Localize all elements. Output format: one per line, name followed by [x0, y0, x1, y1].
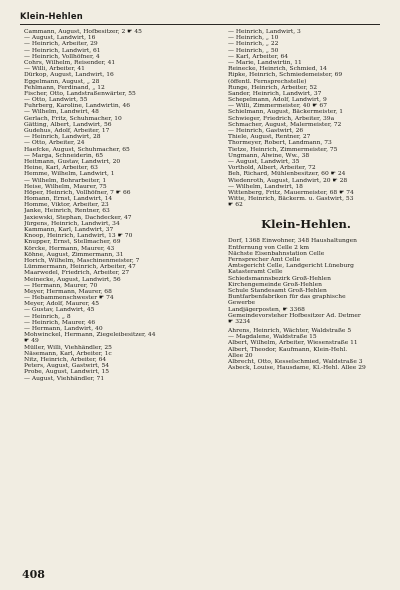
directory-entry: Thormeyer, Robert, Landmann, 73	[228, 140, 332, 147]
village-info-line: Buntfarbenfabriken für das graphische	[228, 294, 346, 301]
directory-entry: Vorthold, Albert, Arbeiter, 72	[228, 165, 316, 172]
right-column	[228, 29, 384, 371]
directory-entry: Heitmann, Gustav, Landwirt, 20	[24, 158, 121, 165]
directory-entry: — Heinrich, „ 50	[228, 47, 279, 54]
directory-entry: Knoop, Heinrich, Landwirt, 13 ☛ 70	[24, 233, 133, 240]
directory-entry: — Hermann, Landwirt, 40	[24, 326, 103, 332]
directory-entry: — Wilhelm, Landwirt, 48	[24, 109, 99, 116]
village-info-line: — Magdalene, Waldstraße 15	[228, 334, 317, 341]
directory-entry: — Otto, Landwirt, 55	[24, 97, 88, 104]
village-info-line: ☛ 3234	[228, 318, 251, 325]
directory-entry: Haefcke, August, Schuhmacher, 65	[24, 146, 130, 153]
directory-entry: — Marga, Schneiderin, 65	[24, 152, 104, 159]
village-info-line: Allee 20	[228, 352, 253, 359]
directory-entry: Fischer, Otto, Landstraßenwärter, 55	[24, 90, 136, 97]
directory-entry: Meinecke, August, Landwirt, 56	[24, 276, 121, 283]
directory-entry: ☛ 49	[24, 338, 39, 345]
directory-entry: Lümmermann, Heinrich, Arbeiter, 47	[24, 264, 136, 271]
section-title: Klein-Hehlen.	[261, 217, 351, 232]
right-column-bottom	[228, 238, 384, 371]
village-info-line: Dorf, 1368 Einwohner, 348 Haushaltungen	[228, 238, 358, 245]
directory-entry: — Heinrich, „ 22	[228, 41, 279, 48]
directory-entry: — Karl, Arbeiter, 64	[228, 53, 289, 60]
directory-entry: Köhne, August, Zimmermann, 31	[24, 251, 124, 258]
directory-entry: Heise, Wilhelm, Maurer, 75	[24, 183, 107, 190]
village-info-line: Albrecht, Otto, Kesselschmied, Waldstraße 3	[228, 359, 363, 365]
directory-entry: Meyer, Hermann, Maurer, 68	[24, 288, 112, 295]
directory-entry: — Heinrich, Arbeiter, 29	[24, 41, 98, 48]
directory-entry: Cohrs, Wilhelm, Reisender, 41	[24, 59, 116, 66]
directory-entry: Näsemann, Karl, Arbeiter, 1c	[24, 350, 112, 357]
directory-entry: Fuhrberg, Karoline, Landwirtin, 46	[24, 103, 130, 110]
directory-entry: — Heinrich, „ 8	[24, 313, 71, 320]
directory-entry: Hemme, Wilhelm, Landwirt, 1	[24, 171, 115, 178]
directory-entry: Wittenberg, Fritz, Mauermeister, 68 ☛ 74	[228, 189, 354, 196]
directory-entry: Peters, August, Gastwirt, 54	[24, 363, 109, 370]
village-info-line: Nächste Eisenbahnstation Celle	[228, 250, 325, 257]
directory-entry: — August, Landwirt, 35	[228, 158, 300, 165]
directory-entry: Schielmann, August, Bäckermeister, 1	[228, 109, 343, 116]
right-column-top	[228, 29, 384, 208]
directory-entry: — Hermann, Maurer, 70	[24, 282, 98, 289]
directory-entry: — Heinrich, Gastwirt, 26	[228, 128, 304, 134]
village-info-line: Gemeindevorsteher Hofbesitzer Ad. Detmer	[228, 312, 361, 319]
village-info-line: Kirchengemeinde Groß-Hehlen	[228, 281, 322, 288]
directory-entry: — August, Viehhändler, 71	[24, 375, 105, 382]
directory-entry: — Heinrich, Maurer, 46	[24, 319, 96, 326]
directory-entry: Wiedenroth, August, Landwirt, 20 ☛ 28	[228, 177, 348, 184]
village-info-line: Schule Standesamt Groß-Hehlen	[228, 287, 327, 294]
directory-entry: — Otto, Arbeiter, 24	[24, 140, 85, 147]
village-info-line: Albert, Theodor, Kaufmann, Klein-Hehl.	[228, 346, 348, 353]
directory-entry: — Wilhelm, Bohrarbeiter, 1	[24, 177, 107, 184]
header-title: Klein-Hehlen	[20, 11, 83, 21]
directory-entry: Runge, Heinrich, Arbeiter, 52	[228, 84, 318, 91]
directory-entry: — Willi, Zimmermeister, 40 ☛ 67	[228, 103, 327, 110]
directory-entry: Jaxiewski, Stephan, Dachdecker, 47	[24, 214, 132, 221]
directory-entry: — Hebammenschwester ☛ 74	[24, 295, 114, 302]
page-header	[20, 10, 380, 25]
directory-entry: Ungmann, Alwine, Ww., 38	[228, 152, 310, 159]
village-info-line: Ahrens, Heinrich, Wächter, Waldstraße 5	[228, 328, 352, 335]
directory-entry: — Heinrich, Landwirt, 61	[24, 47, 101, 54]
directory-entry: — Heinrich, „ 10	[228, 35, 279, 42]
directory-entry: — Wilhelm, Landwirt, 18	[228, 183, 303, 190]
directory-entry: Thiele, August, Rentner, 27	[228, 134, 311, 141]
directory-entry: Knupper, Ernst, Stellmacher, 69	[24, 239, 121, 246]
village-info-line: Landjägerposten, ☛ 3368	[228, 306, 305, 313]
directory-entry: Heine, Karl, Arbeiter, 63	[24, 165, 98, 172]
directory-entry: Janke, Heinrich, Rentner, 63	[24, 208, 110, 215]
directory-entry: — Marie, Landwirtin, 11	[228, 59, 302, 66]
directory-entry: — August, Landwirt, 16	[24, 35, 96, 42]
directory-entry: Körcke, Hermann, Maurer, 43	[24, 245, 115, 252]
directory-entry: Kammann, Karl, Landwirt, 37	[24, 227, 114, 233]
directory-entry: Beh, Richard, Mühlenbesitzer, 60 ☛ 24	[228, 171, 346, 178]
directory-entry: Schepelmann, Adolf, Landwirt, 9	[228, 97, 327, 104]
directory-entry: Cammann, August, Hofbesitzer, 2 ☛ 45	[24, 29, 142, 35]
village-info-line: Fernsprecher Amt Celle	[228, 257, 301, 263]
village-info-line: Gewerbe	[228, 300, 256, 307]
directory-entry: Tietze, Heinrich, Zimmermeister, 75	[228, 146, 338, 153]
directory-entry: Homann, Ernst, Landwirt, 14	[24, 196, 113, 203]
directory-entry: Jürgens, Heinrich, Landwirt, 34	[24, 220, 120, 227]
directory-entry: (öffentl. Fernsprechstelle)	[228, 78, 307, 85]
directory-entry: Eggelmann, August, „ 28	[24, 78, 100, 85]
directory-entry: Fehlmann, Ferdinand, „ 12	[24, 84, 105, 91]
village-info-line: Entfernung von Celle 2 km	[228, 244, 310, 251]
page-number: 408	[22, 568, 45, 581]
directory-entry: Gerlach, Fritz, Schuhmacher, 10	[24, 115, 122, 122]
directory-entry: — Heinrich, Landwirt, 3	[228, 29, 301, 35]
directory-entry: Meyer, Adolf, Maurer, 45	[24, 301, 100, 308]
village-info-line: Schiedsmannsbezirk Groß-Hehlen	[228, 275, 331, 282]
village-info-line: Katasteramt Celle	[228, 269, 283, 276]
directory-entry: Horich, Wilhelm, Maschinenmeister, 7	[24, 257, 140, 264]
directory-entry: Ripke, Heinrich, Schmiedemeister, 69	[228, 72, 343, 79]
directory-entry: Müller, Willi, Viehhändler, 25	[24, 344, 112, 351]
directory-entry: Mohwinckel, Hermann, Ziegeleibesitzer, 44	[24, 332, 156, 339]
directory-entry: Nitz, Heinrich, Arbeiter, 64	[24, 356, 107, 363]
directory-entry: Höper, Heinrich, Vollhöfner, 7 ☛ 66	[24, 189, 131, 196]
left-column	[24, 29, 217, 382]
village-info-line: Albert, Wilhelm, Arbeiter, Wiesenstraße 11	[228, 340, 358, 347]
directory-entry: — Heinrich, Landwirt, 28	[24, 134, 101, 141]
directory-entry: Sander, Heinrich, Landwirt, 37	[228, 90, 322, 97]
directory-entry: Gudehus, Adolf, Arbeiter, 17	[24, 128, 110, 134]
directory-entry: Dürkop, August, Landwirt, 16	[24, 72, 114, 79]
directory-entry: Reinecke, Heinrich, Schmied, 14	[228, 66, 327, 73]
directory-entry: Schmacher, August, Malermeister, 72	[228, 121, 342, 128]
directory-entry: Probe, August, Landwirt, 15	[24, 369, 110, 376]
directory-entry: Witte, Heinrich, Bäckerm. u. Gastwirt, 53	[228, 196, 354, 203]
directory-entry: — Heinrich, Vollhöfner, 4	[24, 53, 100, 60]
directory-entry: Homme, Viktor, Arbeiter, 23	[24, 202, 109, 209]
directory-entry: ☛ 62	[228, 202, 243, 209]
directory-entry: Maarwedel, Friedrich, Arbeiter, 27	[24, 270, 130, 277]
directory-entry: Schwieger, Friedrich, Arbeiter, 39a	[228, 115, 335, 122]
village-info-line: Asbeck, Louise, Hausdame, Kl.-Hehl. Allee 29	[228, 365, 366, 372]
directory-entry: Gätting, Albert, Landwirt, 56	[24, 121, 112, 128]
directory-entry: — Gustav, Landwirt, 45	[24, 307, 95, 314]
directory-entry: — Willi, Arbeiter, 41	[24, 66, 85, 73]
village-info-line: Amtsgericht Celle, Landgericht Lüneburg	[228, 263, 354, 270]
